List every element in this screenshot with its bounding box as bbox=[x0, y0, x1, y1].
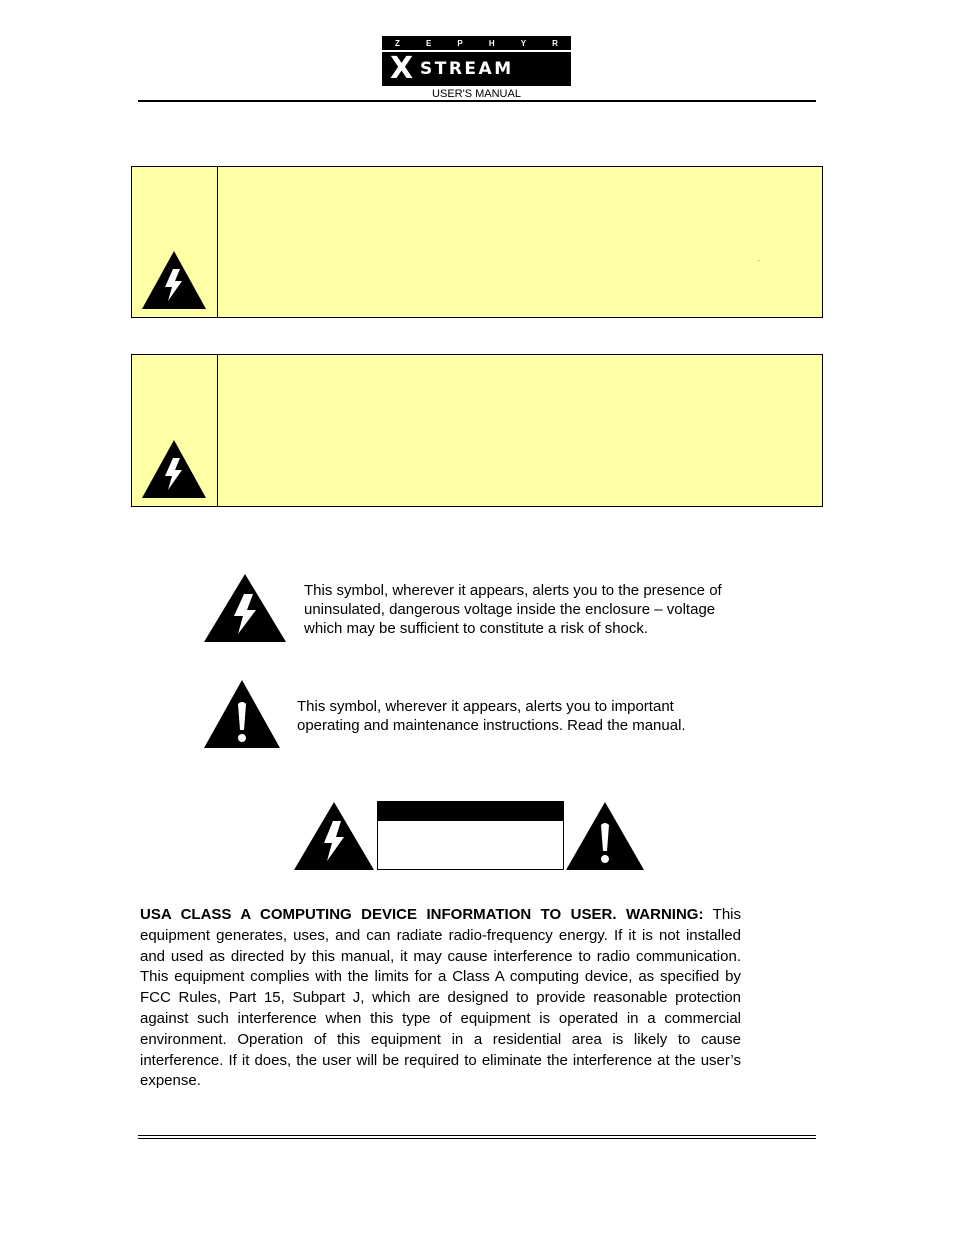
lightning-triangle-icon bbox=[202, 572, 288, 649]
logo-letter: R bbox=[552, 38, 558, 48]
caution-label-bar bbox=[378, 802, 563, 821]
logo-word: STREAM bbox=[420, 59, 514, 79]
fcc-notice bbox=[140, 905, 741, 1092]
footer-rule bbox=[138, 1138, 816, 1139]
warning-box-2 bbox=[131, 354, 823, 507]
header-rule bbox=[138, 100, 816, 102]
lightning-triangle-icon bbox=[140, 249, 208, 311]
logo-letter: E bbox=[426, 38, 432, 48]
fcc-body: This equipment generates, uses, and can radiate radio-frequency energy. If it is not installed and used as directed by this manual, it may cause interference to radio communication. This equipment complies with the limits for a Class A computing device, as specified by FCC Rules, Part 15, Subpart J, which are designed to provide reasonable protection against such interference when this type of equipment is operated in a commercial environment. Operation of this equipment in a residential area is likely to cause interference. If it does, the user will be required to eliminate the interference at the user’s expense. bbox=[140, 906, 741, 1090]
logo-letter: H bbox=[488, 38, 495, 48]
logo-letter: Y bbox=[520, 38, 527, 48]
logo-letter: P bbox=[457, 38, 463, 48]
logo-xstream-block bbox=[382, 52, 571, 86]
fcc-lead: USA CLASS A COMPUTING DEVICE INFORMATION TO USER. WARNING: bbox=[140, 906, 704, 923]
manual-label: USER'S MANUAL bbox=[432, 88, 521, 100]
exclamation-triangle-icon bbox=[202, 678, 282, 755]
warning-icon-cell bbox=[132, 355, 218, 506]
lightning-triangle-icon bbox=[140, 438, 208, 500]
warning-box-1 bbox=[131, 166, 823, 318]
footer-rule bbox=[138, 1135, 816, 1136]
shock-symbol-text: This symbol, wherever it appears, alerts you to the presence of uninsulated, dangerous voltage inside the enclosure – voltage which may be sufficient to constitute a risk of shock. bbox=[304, 582, 722, 637]
zephyr-xstream-logo bbox=[382, 36, 571, 86]
instructions-symbol-text: This symbol, wherever it appears, alerts you to important operating and maintenance instructions. Read the manual. bbox=[297, 698, 686, 734]
logo-letter: Z bbox=[395, 38, 400, 48]
logo-zephyr-strip bbox=[382, 36, 571, 50]
lightning-triangle-icon bbox=[293, 801, 375, 876]
stray-mark: . bbox=[758, 257, 760, 263]
warning-icon-cell bbox=[132, 167, 218, 317]
logo-x: X bbox=[390, 51, 414, 86]
caution-label bbox=[377, 801, 564, 870]
exclamation-triangle-icon bbox=[565, 801, 645, 876]
